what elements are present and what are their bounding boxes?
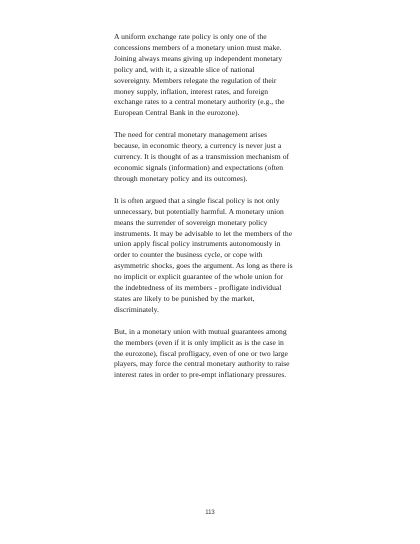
text-line: sovereignty. Members relegate the regulation of their	[114, 75, 277, 85]
text-line: means the surrender of sovereign monetary policy	[114, 217, 268, 227]
text-line: concessions members of a monetary union must make.	[114, 42, 282, 52]
paragraph-3	[114, 196, 319, 316]
text-line: A uniform exchange rate policy is only one of the	[114, 32, 267, 41]
text-line: because, in economic theory, a currency is never just a	[114, 141, 282, 151]
text-line: no implicit or explicit guarantee of the whole union for	[114, 272, 284, 282]
text-line: the indebtedness of its members - profligate individual	[114, 283, 282, 293]
text-line: The need for central monetary management arises	[114, 130, 268, 140]
text-line: European Central Bank in the eurozone).	[114, 108, 240, 118]
body-text	[114, 32, 319, 392]
page-number: 113	[205, 510, 215, 516]
text-line: interest rates in order to pre-empt inflationary pressures.	[114, 370, 287, 380]
text-line: It is often argued that a single fiscal policy is not only	[114, 195, 280, 205]
text-line: states are likely to be punished by the market,	[114, 293, 255, 303]
text-line: the members (even if it is only implicit as is the case in	[114, 337, 284, 347]
paragraph-1	[114, 32, 319, 119]
text-line: union apply fiscal policy instruments autonomously in	[114, 239, 281, 249]
text-line: money supply, inflation, interest rates, and foreign	[114, 86, 269, 96]
text-line: players, may force the central monetary authority to raise	[114, 359, 290, 369]
text-line: through monetary policy and its outcomes).	[114, 173, 248, 183]
text-line: discriminately.	[114, 304, 159, 314]
text-line: exchange rates to a central monetary authority (e.g., the	[114, 97, 285, 107]
text-line: the eurozone), fiscal profligacy, even of one or two large	[114, 348, 288, 358]
text-line: instruments. It may be advisable to let the members of the	[114, 228, 293, 238]
text-line: But, in a monetary union with mutual guarantees among	[114, 326, 287, 336]
paragraph-2	[114, 130, 319, 185]
text-line: economic signals (information) and expectations (often	[114, 162, 284, 172]
text-line: unnecessary, but potentially harmful. A monetary union	[114, 206, 284, 216]
text-line: asymmetric shocks, goes the argument. As long as there is	[114, 261, 293, 271]
text-line: currency. It is thought of as a transmission mechanism of	[114, 152, 290, 162]
text-line: Joining always means giving up independent monetary	[114, 53, 283, 63]
paragraph-4	[114, 327, 319, 382]
text-line: policy and, with it, a sizeable slice of national	[114, 64, 255, 74]
text-line: order to counter the business cycle, or cope with	[114, 250, 263, 260]
